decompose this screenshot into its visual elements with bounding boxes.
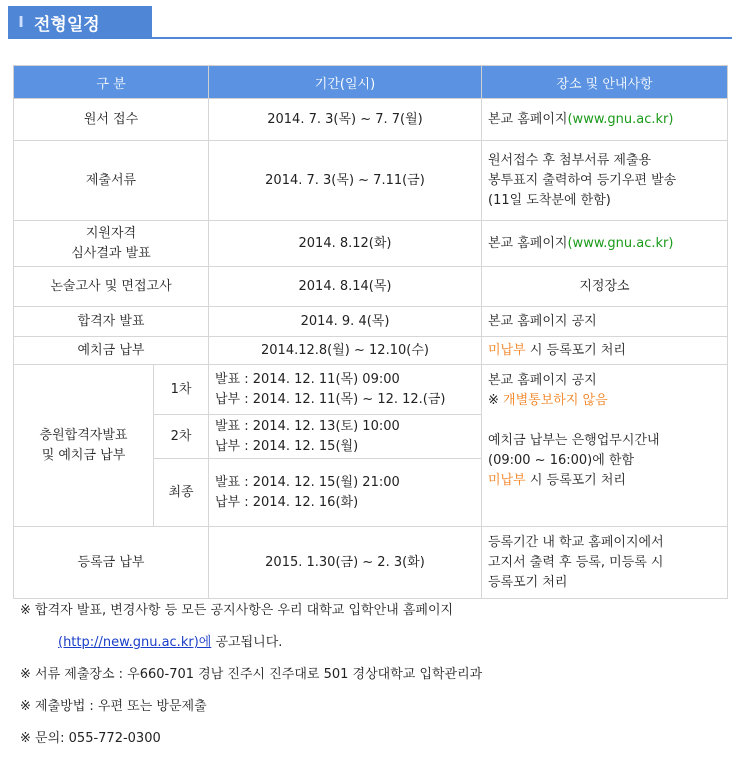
row-place: 지정장소 — [482, 267, 728, 307]
row-category — [14, 221, 209, 267]
place-text: 본교 홈페이지 — [488, 111, 568, 127]
section-numeral: Ⅰ — [18, 13, 24, 31]
note-submission-place: ※ 서류 제출장소 : 우660-701 경남 진주시 진주대로 501 경상대학교 입학관리과 — [20, 667, 483, 682]
place-line — [488, 391, 721, 411]
row-place — [482, 365, 728, 527]
row-place — [482, 221, 728, 267]
place-line: 원서접수 후 첨부서류 제출용 — [488, 152, 652, 168]
row-category — [14, 365, 154, 527]
header-period: 기간(일시) — [209, 66, 482, 99]
round-dates — [209, 365, 482, 415]
round-label: 1차 — [154, 365, 209, 415]
row-category: 제출서류 — [14, 141, 209, 221]
table-row — [14, 99, 728, 141]
place-line: 고지서 출력 후 등록, 미등록 시 — [488, 554, 664, 570]
row-category: 등록금 납부 — [14, 527, 209, 599]
header-place: 장소 및 안내사항 — [482, 66, 728, 99]
round-dates — [209, 459, 482, 527]
round-line: 납부 : 2014. 12. 16(화) — [215, 494, 359, 510]
header-category: 구 분 — [14, 66, 209, 99]
place-text: 시 등록포기 처리 — [525, 473, 626, 488]
place-line: (09:00 ~ 16:00)에 한함 — [488, 453, 635, 468]
category-line: 충원합격자발표 — [39, 427, 128, 443]
note-submission-method: ※ 제출방법 : 우편 또는 방문제출 — [20, 699, 207, 714]
homepage-link[interactable]: (www.gnu.ac.kr) — [567, 235, 674, 251]
round-line: 납부 : 2014. 12. 11(목) ~ 12. 12.(금) — [215, 391, 446, 407]
category-line: 심사결과 발표 — [71, 245, 151, 261]
table-row — [14, 267, 728, 307]
note-text: 공고됩니다. — [211, 635, 283, 650]
place-line — [488, 471, 721, 491]
round-label: 2차 — [154, 415, 209, 459]
round-line: 발표 : 2014. 12. 11(목) 09:00 — [215, 371, 400, 387]
row-place — [482, 141, 728, 221]
unpaid-highlight: 미납부 — [488, 473, 526, 488]
round-line: 발표 : 2014. 12. 15(월) 21:00 — [215, 474, 400, 490]
table-row — [14, 337, 728, 365]
notes-section — [20, 600, 730, 760]
place-text: 시 등록포기 처리 — [525, 342, 626, 358]
row-period: 2014. 7. 3(목) ~ 7.11(금) — [209, 141, 482, 221]
round-line: 발표 : 2014. 12. 13(토) 10:00 — [215, 418, 400, 434]
unpaid-highlight: 미납부 — [488, 342, 526, 358]
row-period: 2015. 1.30(금) ~ 2. 3(화) — [209, 527, 482, 599]
round-dates — [209, 415, 482, 459]
table-row — [14, 221, 728, 267]
note-mark: ※ — [488, 393, 504, 408]
note-announcement-cont — [20, 632, 730, 664]
section-title-bar — [8, 6, 152, 38]
place-line: 본교 홈페이지 공지 — [488, 373, 597, 388]
place-line: 등록포기 처리 — [488, 574, 568, 590]
table-header-row — [14, 66, 728, 99]
section-divider — [8, 37, 732, 39]
row-place — [482, 99, 728, 141]
row-category: 합격자 발표 — [14, 307, 209, 337]
row-period: 2014. 9. 4(목) — [209, 307, 482, 337]
round-label: 최종 — [154, 459, 209, 527]
table-row — [14, 307, 728, 337]
row-place — [482, 527, 728, 599]
round-line: 납부 : 2014. 12. 15(월) — [215, 438, 359, 454]
note-contact: ※ 문의: 055-772-0300 — [20, 731, 161, 746]
no-notice-highlight: 개별통보하지 않음 — [503, 393, 608, 408]
row-period: 2014. 8.12(화) — [209, 221, 482, 267]
row-period: 2014. 8.14(목) — [209, 267, 482, 307]
homepage-link[interactable]: (www.gnu.ac.kr) — [567, 111, 674, 127]
admission-site-link[interactable]: (http://new.gnu.ac.kr)에 — [58, 635, 212, 650]
row-place — [482, 337, 728, 365]
schedule-table — [13, 65, 728, 599]
row-period: 2014.12.8(월) ~ 12.10(수) — [209, 337, 482, 365]
table-row — [14, 527, 728, 599]
section-title: 전형일정 — [34, 14, 100, 35]
row-category: 원서 접수 — [14, 99, 209, 141]
table-row — [14, 141, 728, 221]
table-row — [14, 365, 728, 415]
place-line: 봉투표지 출력하여 등기우편 발송 — [488, 172, 677, 188]
place-line: (11일 도착분에 한함) — [488, 192, 611, 208]
note-announcement: ※ 합격자 발표, 변경사항 등 모든 공지사항은 우리 대학교 입학안내 홈페이지 — [20, 603, 454, 618]
spacer — [488, 411, 721, 431]
place-text: 본교 홈페이지 — [488, 235, 568, 251]
row-period: 2014. 7. 3(목) ~ 7. 7(월) — [209, 99, 482, 141]
category-line: 지원자격 — [85, 225, 137, 241]
place-line: 예치금 납부는 은행업무시간내 — [488, 433, 660, 448]
category-line: 및 예치금 납부 — [41, 447, 126, 463]
place-line: 등록기간 내 학교 홈페이지에서 — [488, 534, 664, 550]
row-category: 논술고사 및 면접고사 — [14, 267, 209, 307]
row-place: 본교 홈페이지 공지 — [482, 307, 728, 337]
row-category: 예치금 납부 — [14, 337, 209, 365]
